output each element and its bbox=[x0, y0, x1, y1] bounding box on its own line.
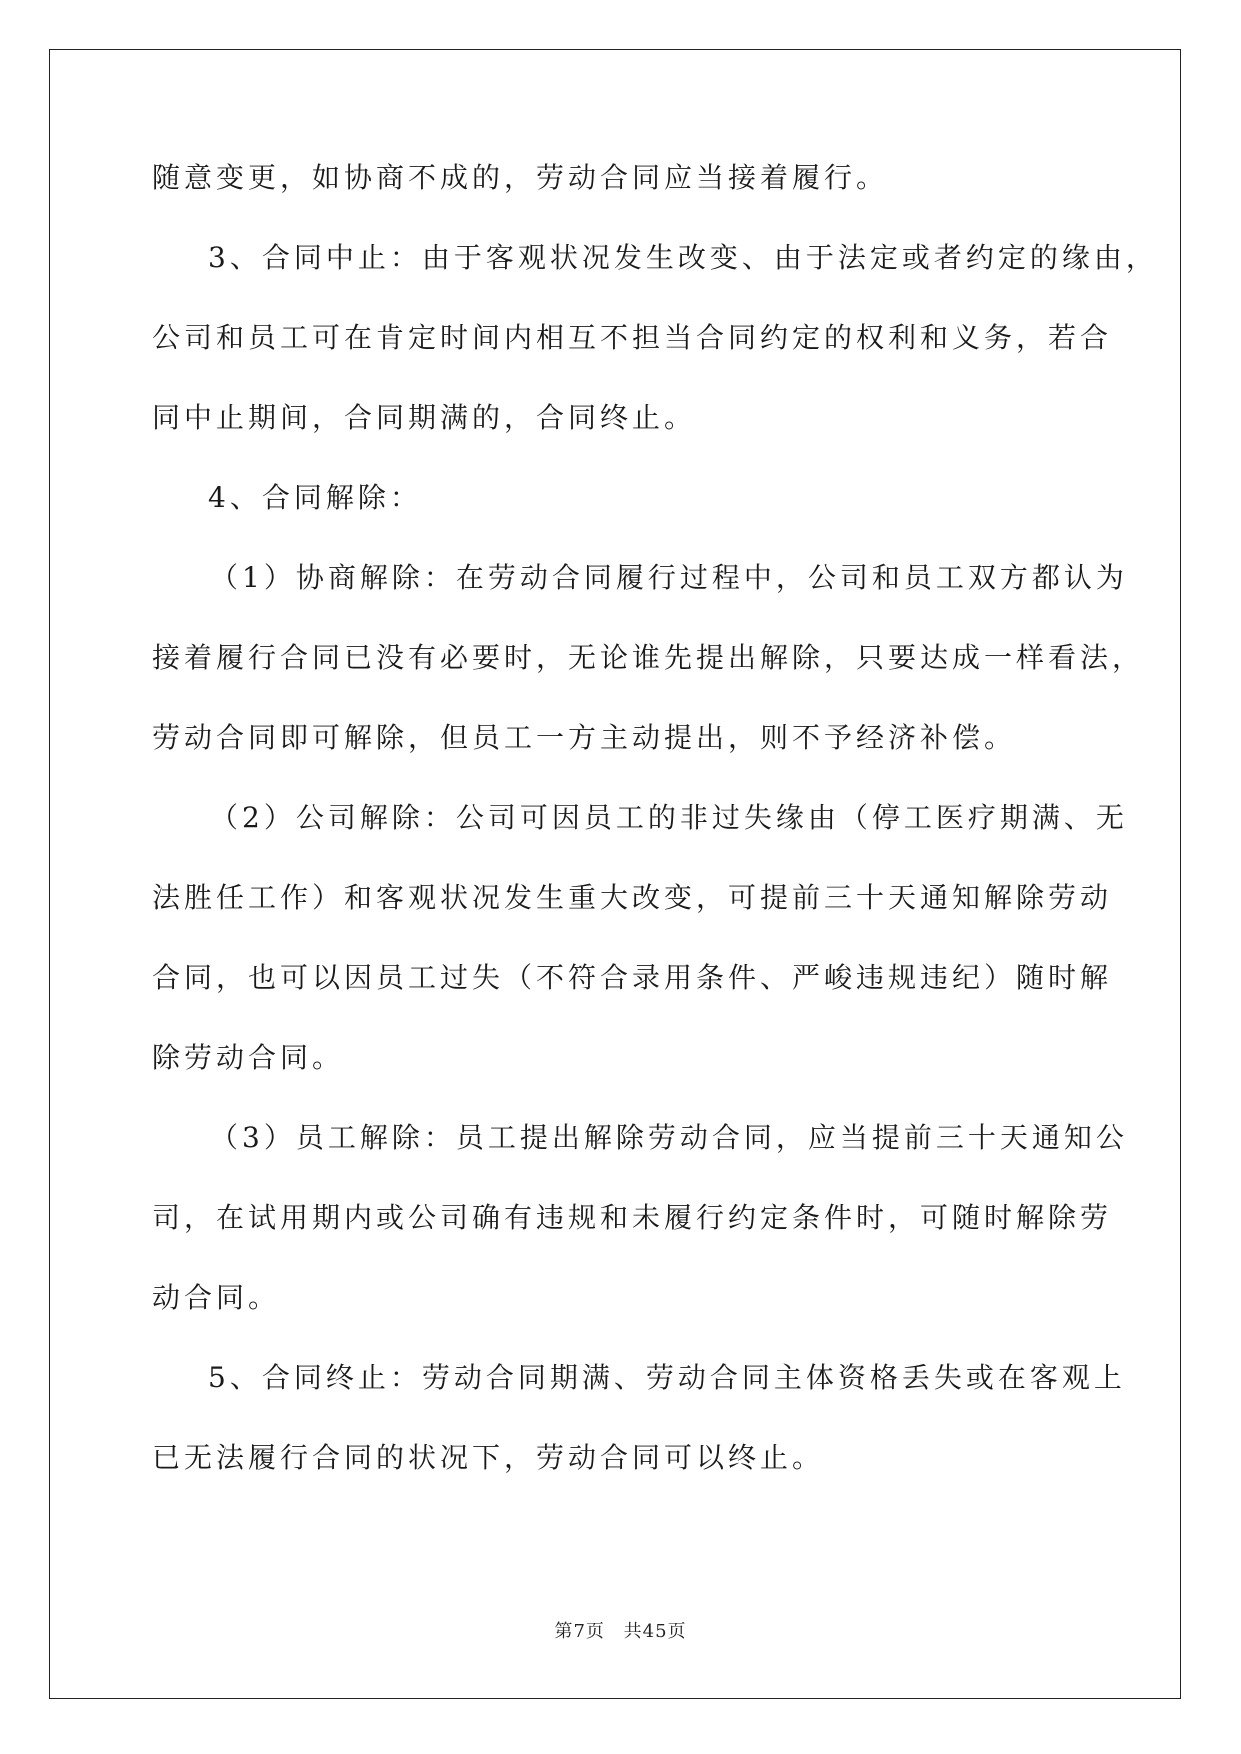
page-footer bbox=[0, 1617, 1241, 1643]
text-line: 同中止期间，合同期满的，合同终止。 bbox=[152, 401, 697, 434]
text-line: 公司和员工可在肯定时间内相互不担当合同约定的权利和义务，若合 bbox=[152, 321, 1113, 354]
text-line: 合同，也可以因员工过失（不符合录用条件、严峻违规违纪）随时解 bbox=[152, 961, 1113, 994]
total-page-count: 共45页 bbox=[623, 1621, 687, 1642]
text-line: （1）协商解除：在劳动合同履行过程中，公司和员工双方都认为 bbox=[210, 561, 1128, 594]
document-body bbox=[152, 158, 1158, 1478]
text-line: 法胜任工作）和客观状况发生重大改变，可提前三十天通知解除劳动 bbox=[152, 881, 1113, 914]
current-page-number: 第7页 bbox=[554, 1621, 605, 1642]
text-line: 随意变更，如协商不成的，劳动合同应当接着履行。 bbox=[152, 161, 889, 194]
text-line: （3）员工解除：员工提出解除劳动合同，应当提前三十天通知公 bbox=[210, 1121, 1128, 1154]
text-line: 接着履行合同已没有必要时，无论谁先提出解除，只要达成一样看法， bbox=[152, 641, 1145, 674]
text-line: （2）公司解除：公司可因员工的非过失缘由（停工医疗期满、无 bbox=[210, 801, 1128, 834]
text-line: 已无法履行合同的状况下，劳动合同可以终止。 bbox=[152, 1441, 825, 1474]
text-line: 除劳动合同。 bbox=[152, 1041, 345, 1074]
text-line: 3、合同中止：由于客观状况发生改变、由于法定或者约定的缘由， bbox=[208, 241, 1158, 274]
text-line: 劳动合同即可解除，但员工一方主动提出，则不予经济补偿。 bbox=[152, 721, 1017, 754]
section-heading: 4、合同解除： bbox=[208, 481, 422, 514]
text-line: 5、合同终止：劳动合同期满、劳动合同主体资格丢失或在客观上 bbox=[208, 1361, 1126, 1394]
text-line: 司，在试用期内或公司确有违规和未履行约定条件时，可随时解除劳 bbox=[152, 1201, 1113, 1234]
text-line: 动合同。 bbox=[152, 1281, 281, 1314]
